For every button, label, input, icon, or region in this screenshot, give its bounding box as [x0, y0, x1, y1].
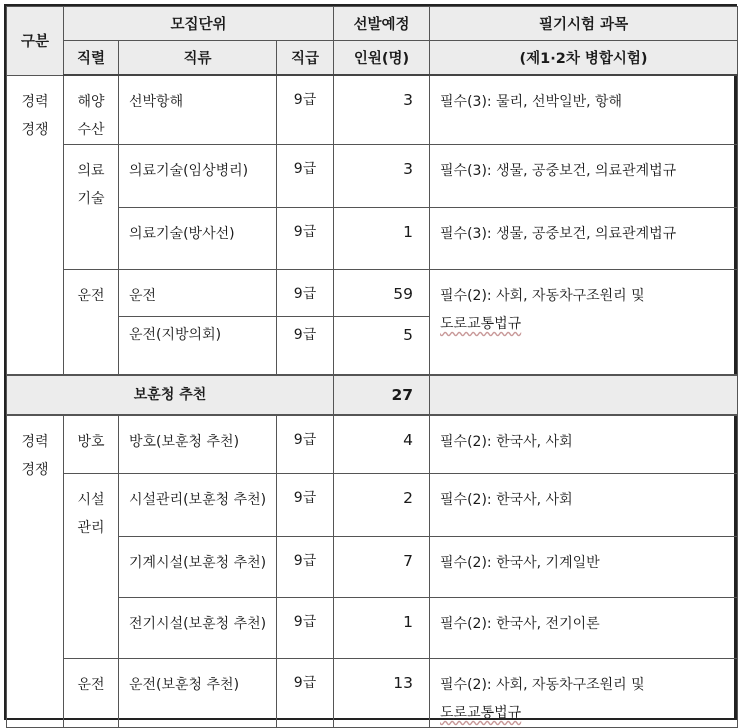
- class-cell: [119, 145, 277, 208]
- grade-cell: [277, 598, 334, 659]
- header-series: 직렬: [64, 41, 119, 76]
- class-cell: [119, 537, 277, 598]
- header-subjects-line1: 필기시험 과목: [430, 7, 738, 41]
- class-label: 의료기술(방사선): [129, 226, 235, 242]
- quota-cell: [334, 474, 430, 537]
- class-cell: [119, 317, 277, 375]
- grade-label: 9급: [293, 286, 317, 302]
- grade-label: 9급: [293, 553, 317, 569]
- grade-cell: [277, 659, 334, 728]
- grade-label: 9급: [293, 675, 317, 691]
- subjects-text: 필수(2): 한국사, 사회: [440, 433, 573, 450]
- series-cell: [64, 474, 119, 659]
- table-row: [7, 474, 738, 537]
- category-label: 경쟁: [21, 461, 49, 478]
- subjects-cell: [430, 537, 738, 598]
- header-grade: 직급: [277, 41, 334, 76]
- grade-label: 9급: [293, 92, 317, 108]
- subjects-text: 필수(2): 사회, 자동차구조원리 및: [440, 677, 645, 693]
- series-cell: [64, 659, 119, 728]
- category-cell: [7, 75, 64, 375]
- series-label: 방호: [77, 433, 105, 450]
- subjects-cell: [430, 474, 738, 537]
- quota-value: 5: [403, 326, 414, 344]
- grade-label: 9급: [293, 614, 317, 630]
- class-cell: [119, 270, 277, 317]
- series-cell: [64, 415, 119, 474]
- subjects-text: 필수(2): 한국사, 기계일반: [440, 555, 600, 571]
- grade-cell: [277, 208, 334, 270]
- grade-cell: [277, 474, 334, 537]
- category-cell: [7, 415, 64, 728]
- subjects-cell: [430, 208, 738, 270]
- category-label: 경쟁: [21, 121, 49, 138]
- table-row: [7, 659, 738, 728]
- grade-label: 9급: [293, 224, 317, 240]
- grade-cell: [277, 270, 334, 317]
- series-label: 의료: [77, 163, 105, 179]
- grade-cell: [277, 145, 334, 208]
- band-empty-cell: [430, 375, 738, 415]
- quota-cell: [334, 317, 430, 375]
- quota-cell: [334, 75, 430, 145]
- subjects-cell: [430, 598, 738, 659]
- series-label: 관리: [77, 520, 105, 536]
- series-label: 시설: [77, 492, 105, 508]
- grade-label: 9급: [293, 490, 317, 506]
- subjects-text: 필수(2): 한국사, 사회: [440, 492, 573, 508]
- band-quota-cell: [334, 375, 430, 415]
- class-cell: [119, 208, 277, 270]
- header-recruit-unit: 모집단위: [64, 7, 334, 41]
- quota-value: 7: [403, 552, 414, 570]
- subjects-cell: [430, 415, 738, 474]
- quota-value: 3: [403, 160, 414, 178]
- grade-label: 9급: [293, 161, 317, 177]
- quota-cell: [334, 145, 430, 208]
- subjects-text: 필수(3): 생물, 공중보건, 의료관계법규: [440, 226, 677, 242]
- quota-cell: [334, 415, 430, 474]
- quota-value: 2: [403, 489, 414, 507]
- class-label: 기계시설(보훈청 추천): [129, 555, 267, 571]
- subjects-cell: [430, 145, 738, 208]
- grade-label: 9급: [293, 431, 317, 448]
- subjects-text: 도로교통법규: [440, 705, 522, 721]
- quota-cell: [334, 270, 430, 317]
- quota-value: 1: [403, 223, 414, 241]
- grade-cell: [277, 75, 334, 145]
- band-quota-value: 27: [391, 385, 414, 404]
- subjects-cell: [430, 75, 738, 145]
- table-row: [7, 415, 738, 474]
- quota-value: 4: [403, 430, 414, 449]
- header-subjects-line2: (제1·2차 병합시험): [430, 41, 738, 76]
- class-label: 방호(보훈청 추천): [129, 433, 240, 450]
- band-label: 보훈청 추천: [133, 386, 207, 403]
- category-label: 경력: [21, 93, 49, 110]
- table-row: [7, 270, 738, 317]
- header-row-1: [7, 7, 738, 41]
- quota-value: 3: [403, 91, 414, 109]
- subjects-text: 필수(3): 물리, 선박일반, 항해: [440, 94, 623, 110]
- class-label: 선박항해: [129, 94, 184, 110]
- series-label: 수산: [77, 122, 105, 138]
- subjects-text: 필수(2): 사회, 자동차구조원리 및: [440, 288, 645, 304]
- series-label: 운전: [77, 288, 105, 304]
- band-label-cell: [7, 375, 334, 415]
- grade-label: 9급: [293, 327, 317, 343]
- quota-cell: [334, 208, 430, 270]
- class-label: 전기시설(보훈청 추천): [129, 616, 267, 632]
- subjects-text: 필수(3): 생물, 공중보건, 의료관계법규: [440, 163, 677, 179]
- class-label: 운전: [129, 288, 157, 304]
- series-cell: [64, 270, 119, 375]
- class-cell: [119, 75, 277, 145]
- header-category: 구분: [7, 7, 64, 76]
- series-label: 해양: [77, 94, 105, 110]
- grade-cell: [277, 415, 334, 474]
- header-quota-line1: 선발예정: [334, 7, 430, 41]
- class-label: 의료기술(임상병리): [129, 163, 249, 179]
- header-quota-line2: 인원(명): [334, 41, 430, 76]
- series-label: 운전: [77, 677, 105, 693]
- subjects-text: 필수(2): 한국사, 전기이론: [440, 616, 600, 632]
- header-row-2: [7, 41, 738, 76]
- class-label: 운전(보훈청 추천): [129, 677, 240, 693]
- header-class: 직류: [119, 41, 277, 76]
- subjects-text: 도로교통법규: [440, 316, 522, 332]
- subjects-cell: [430, 270, 738, 375]
- class-cell: [119, 474, 277, 537]
- class-label: 시설관리(보훈청 추천): [129, 492, 267, 508]
- quota-cell: [334, 659, 430, 728]
- class-cell: [119, 415, 277, 474]
- grade-cell: [277, 537, 334, 598]
- recruitment-table: [6, 6, 738, 728]
- grade-cell: [277, 317, 334, 375]
- series-cell: [64, 145, 119, 270]
- quota-value: 1: [403, 613, 414, 631]
- quota-value: 13: [393, 674, 414, 692]
- summary-band-row: [7, 375, 738, 415]
- series-cell: [64, 75, 119, 145]
- class-cell: [119, 659, 277, 728]
- quota-value: 59: [393, 285, 414, 303]
- subjects-cell: [430, 659, 738, 728]
- table-row: [7, 75, 738, 145]
- series-label: 기술: [77, 191, 105, 207]
- quota-cell: [334, 598, 430, 659]
- quota-cell: [334, 537, 430, 598]
- category-label: 경력: [21, 433, 49, 450]
- class-cell: [119, 598, 277, 659]
- table-row: [7, 145, 738, 208]
- class-label: 운전(지방의회): [129, 327, 222, 343]
- recruitment-table-page: [4, 4, 737, 720]
